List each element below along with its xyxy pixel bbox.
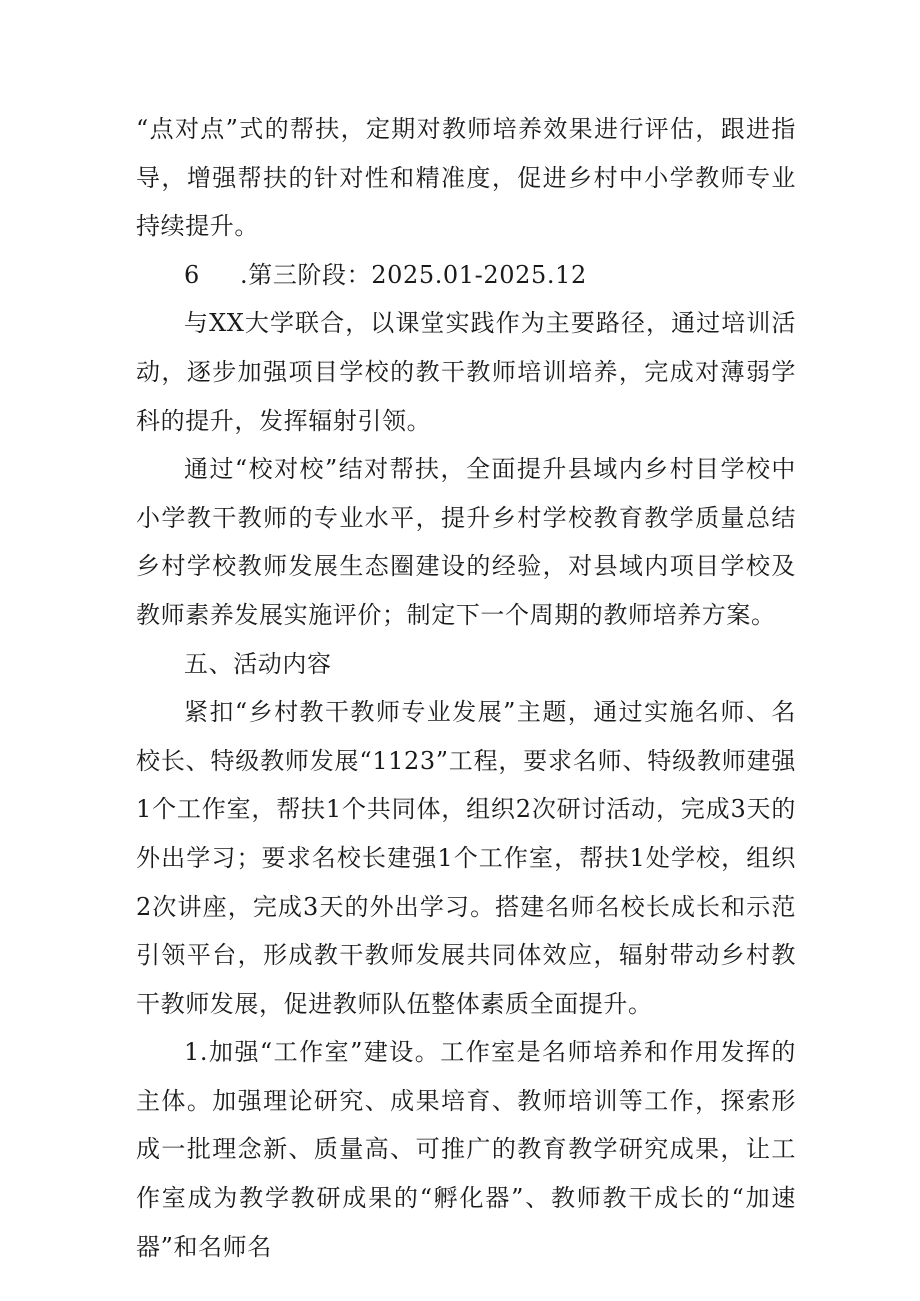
- stage-title: .第三阶段：2025.01-2025.12: [240, 260, 587, 289]
- paragraph-school-pairing: 通过“校对校”结对帮扶，全面提升县域内乡村目学校中小学教干教师的专业水平，提升乡村学校教育教学质量总结乡村学校教师发展生态圈建设的经验，对县域内项目学校及教师素养发展实施评价；制定下一个周期的教师培养方案。: [136, 455, 796, 629]
- paragraph-university-cooperation: 与XX大学联合，以课堂实践作为主要路径，通过培训活动，逐步加强项目学校的教干教师培训培养，完成对薄弱学科的提升，发挥辐射引领。: [136, 309, 796, 435]
- document-body: [136, 105, 796, 1271]
- paragraph-studio-construction: 1.加强“工作室”建设。工作室是名师培养和作用发挥的主体。加强理论研究、成果培育、教师培训等工作，探索形成一批理念新、质量高、可推广的教育教学研究成果，让工作室成为教学教研成果的“孵化器”、教师教干成长的“加速器”和名师名: [136, 1038, 796, 1261]
- paragraph-help-evaluation: “点对点”式的帮扶，定期对教师培养效果进行评估，跟进指导，增强帮扶的针对性和精准度，促进乡村中小学教师专业持续提升。: [136, 115, 796, 241]
- stage-number: 6: [184, 260, 200, 289]
- paragraph-1123-project: 紧扣“乡村教干教师专业发展”主题，通过实施名师、名校长、特级教师发展“1123”工程，要求名师、特级教师建强1个工作室，帮扶1个共同体，组织2次研讨活动，完成3天的外出学习；要求名校长建强1个工作室，帮扶1处学校，组织2次讲座，完成3天的外出学习。搭建名师名校长成长和示范引领平台，形成教干教师发展共同体效应，辐射带动乡村教干教师发展，促进教师队伍整体素质全面提升。: [136, 698, 796, 1018]
- section-heading-activity-content: 五、活动内容: [184, 649, 332, 678]
- stage-three-heading: [136, 251, 796, 300]
